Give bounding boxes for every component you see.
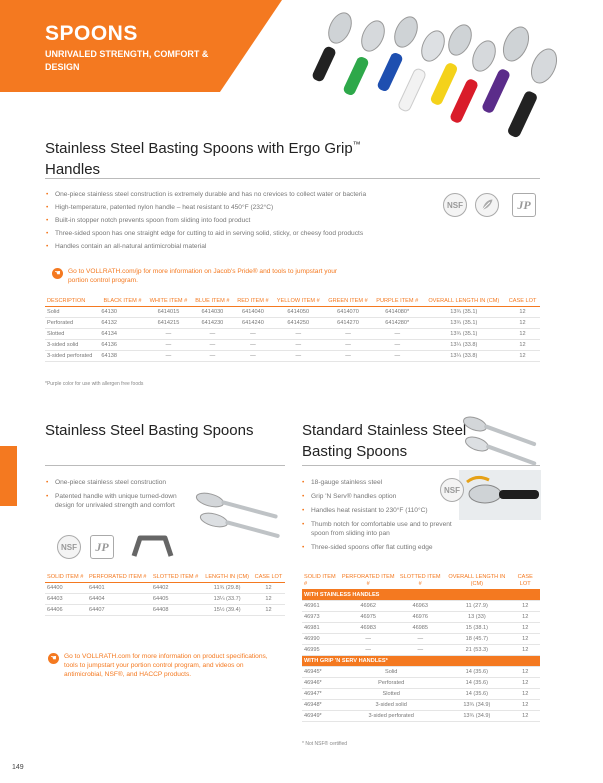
section-divider — [45, 178, 540, 179]
nsf-badge-icon: NSF — [57, 535, 81, 559]
table-group-row — [302, 590, 540, 601]
table-header: PERFORATED ITEM # — [339, 573, 397, 590]
table-header: CASE LOT — [505, 297, 540, 307]
table-cell: 12 — [252, 583, 285, 594]
feature-item: • Handles contain an all-natural antimicrobial material — [46, 243, 436, 250]
basting-section-title: Stainless Steel Basting Spoons — [45, 422, 254, 439]
table-cell: 12 — [252, 594, 285, 605]
table-cell: 12 — [510, 634, 540, 645]
table-cell: 6414230 — [191, 318, 233, 329]
table-cell: — — [339, 645, 397, 656]
table-header: RED ITEM # — [233, 297, 272, 307]
table-row — [45, 605, 285, 616]
table-row — [45, 329, 540, 340]
table-row — [45, 340, 540, 351]
table-row — [45, 318, 540, 329]
table-cell: 64405 — [151, 594, 202, 605]
table-row — [302, 612, 540, 623]
table-cell: 14 (35.6) — [443, 667, 510, 678]
table-cell: — — [191, 351, 233, 362]
table-cell: 12 — [510, 667, 540, 678]
standard-spec-table — [302, 573, 540, 722]
table-row — [302, 700, 540, 711]
table-cell: Perforated — [45, 318, 99, 329]
table-header: OVERALL LENGTH IN (CM) — [443, 573, 510, 590]
table-cell: — — [339, 634, 397, 645]
table-cell: Slotted — [45, 329, 99, 340]
table-cell: — — [397, 645, 443, 656]
table-cell: 64404 — [87, 594, 151, 605]
table-cell: — — [397, 634, 443, 645]
table-cell: 46948* — [302, 700, 339, 711]
table-cell: — — [233, 351, 272, 362]
ergo-callout-text[interactable]: Go to VOLLRATH.com/jp for more information on Jacob's Pride® and tools to jumpstart your portion control program. — [68, 268, 338, 284]
table-header: OVERALL LENGTH IN (CM) — [423, 297, 506, 307]
table-cell: — — [146, 340, 192, 351]
table-cell: 46945* — [302, 667, 339, 678]
section-divider — [45, 465, 285, 466]
table-cell: 46981 — [302, 623, 339, 634]
table-cell: 64134 — [99, 329, 145, 340]
table-cell: 15½ (39.4) — [202, 605, 252, 616]
table-cell: 64407 — [87, 605, 151, 616]
table-cell: 13¾ (34.9) — [443, 711, 510, 722]
table-group-label: WITH GRIP 'N SERV HANDLES* — [302, 656, 540, 667]
table-cell: 6414015 — [146, 307, 192, 318]
table-header: PERFORATED ITEM # — [87, 573, 151, 583]
table-group-label: WITH STAINLESS HANDLES — [302, 590, 540, 601]
table-cell: 64408 — [151, 605, 202, 616]
table-cell: 6414215 — [146, 318, 192, 329]
table-cell: 13¼ (33.8) — [423, 351, 506, 362]
table-cell: 6414070 — [324, 307, 372, 318]
table-cell: — — [191, 329, 233, 340]
ergo-callout — [52, 267, 352, 285]
table-cell: 46963 — [397, 601, 443, 612]
table-header: GREEN ITEM # — [324, 297, 372, 307]
table-header: CASE LOT — [252, 573, 285, 583]
jp-badge-icon: JP — [90, 535, 114, 559]
table-header: CASE LOT — [510, 573, 540, 590]
feature-item: • 18-gauge stainless steel — [302, 478, 462, 487]
table-cell: 3-sided perforated — [45, 351, 99, 362]
feature-item: • Three-sided spoon has one straight edge for cutting to aid in serving solid, sticky, or cheesy food products — [46, 230, 436, 237]
table-row — [45, 583, 285, 594]
table-cell: 64406 — [45, 605, 87, 616]
table-cell: 6414270 — [324, 318, 372, 329]
basting-spoons-image — [190, 486, 285, 544]
ergo-feature-list — [46, 191, 436, 256]
table-header: WHITE ITEM # — [146, 297, 192, 307]
basting-callout — [48, 652, 268, 679]
table-cell: 14 (35.6) — [443, 689, 510, 700]
table-cell: 12 — [510, 601, 540, 612]
table-cell: 46947* — [302, 689, 339, 700]
ergo-section-title: Stainless Steel Basting Spoons with Ergo Grip™ Handles — [45, 140, 361, 178]
table-header: YELLOW ITEM # — [272, 297, 324, 307]
page-number: 149 — [12, 764, 24, 771]
table-header: SLOTTED ITEM # — [151, 573, 202, 583]
table-cell: 11¾ (29.8) — [202, 583, 252, 594]
table-row — [302, 634, 540, 645]
pointer-icon: ☚ — [52, 268, 63, 279]
feature-item: • Patented handle with unique turned-down design for unrivaled strength and comfort — [46, 492, 196, 510]
table-cell: 12 — [505, 318, 540, 329]
table-cell: — — [272, 340, 324, 351]
basting-callout-text[interactable]: Go to VOLLRATH.com for more information on product specifications, tools to jumpstart your portion control program, and videos on antimicrobial, NSF®, and HACCP products. — [64, 653, 268, 678]
table-cell: 13¾ (34.9) — [443, 700, 510, 711]
table-cell: 12 — [505, 340, 540, 351]
table-cell: 3-sided solid — [45, 340, 99, 351]
table-cell: 6414050 — [272, 307, 324, 318]
table-header: SOLID ITEM # — [45, 573, 87, 583]
table-cell: 46949* — [302, 711, 339, 722]
table-header: LENGTH IN (CM) — [202, 573, 252, 583]
table-cell: 46976 — [397, 612, 443, 623]
table-cell: 46975 — [339, 612, 397, 623]
table-cell: 6414030 — [191, 307, 233, 318]
table-cell: 13¾ (35.1) — [423, 329, 506, 340]
table-cell: 12 — [510, 678, 540, 689]
table-cell: 13¾ (35.1) — [423, 318, 506, 329]
table-cell: 12 — [505, 351, 540, 362]
feature-item: • Three-sided spoons offer flat cutting edge — [302, 543, 462, 552]
table-cell: 6414280* — [372, 318, 423, 329]
table-cell: — — [146, 329, 192, 340]
ergo-spec-table — [45, 297, 540, 362]
table-cell: 3-sided solid — [339, 700, 443, 711]
nsf-badge-icon: NSF — [440, 478, 464, 502]
table-cell: — — [146, 351, 192, 362]
table-cell: — — [324, 329, 372, 340]
feature-item: • Built-in stopper notch prevents spoon from sliding into food product — [46, 217, 436, 224]
table-cell: Slotted — [339, 689, 443, 700]
pointer-icon: ☚ — [48, 653, 59, 664]
table-group-row — [302, 656, 540, 667]
nsf-badge-icon: NSF — [443, 193, 467, 217]
table-cell: 12 — [505, 307, 540, 318]
table-cell: 64401 — [87, 583, 151, 594]
table-cell: — — [324, 340, 372, 351]
table-cell: 15 (38.1) — [443, 623, 510, 634]
table-row — [302, 601, 540, 612]
side-tab — [0, 446, 17, 506]
table-cell: 13¼ (33.8) — [423, 340, 506, 351]
table-cell: 64132 — [99, 318, 145, 329]
table-cell: 12 — [510, 689, 540, 700]
table-cell: 18 (45.7) — [443, 634, 510, 645]
table-cell: 11 (27.9) — [443, 601, 510, 612]
table-row — [45, 594, 285, 605]
table-cell: 46983 — [339, 623, 397, 634]
standard-footnote: * Not NSF® certified — [302, 741, 348, 747]
table-row — [302, 689, 540, 700]
table-cell: 3-sided perforated — [339, 711, 443, 722]
table-cell: 64136 — [99, 340, 145, 351]
table-cell: Perforated — [339, 678, 443, 689]
hero-spoons-image — [298, 6, 578, 142]
feature-item: • High-temperature, patented nylon handle – heat resistant to 450°F (232°C) — [46, 204, 436, 211]
header-banner — [0, 0, 282, 92]
table-cell: — — [372, 329, 423, 340]
table-cell: — — [324, 351, 372, 362]
jp-badge-icon: JP — [512, 193, 536, 217]
table-header: BLUE ITEM # — [191, 297, 233, 307]
table-cell: 64138 — [99, 351, 145, 362]
table-cell: 13¼ (33.7) — [202, 594, 252, 605]
table-cell: 13¾ (35.1) — [423, 307, 506, 318]
table-cell: 13 (33) — [443, 612, 510, 623]
table-cell: — — [372, 340, 423, 351]
feature-item: • Handles heat resistant to 230°F (110°C) — [302, 506, 462, 515]
table-cell: 12 — [505, 329, 540, 340]
table-cell: — — [272, 329, 324, 340]
table-cell: 12 — [510, 700, 540, 711]
page-title: SPOONS — [45, 22, 138, 45]
table-row — [45, 351, 540, 362]
basting-feature-list — [46, 478, 196, 515]
table-header: BLACK ITEM # — [99, 297, 145, 307]
table-cell: Solid — [45, 307, 99, 318]
table-header: SLOTTED ITEM # — [397, 573, 443, 590]
standard-feature-list — [302, 478, 462, 557]
table-cell: 46962 — [339, 601, 397, 612]
leaf-badge-icon — [475, 193, 499, 217]
table-cell: — — [233, 329, 272, 340]
page-subtitle: UNRIVALED STRENGTH, COMFORT & DESIGN — [45, 49, 209, 72]
table-cell: 46961 — [302, 601, 339, 612]
table-row — [45, 307, 540, 318]
table-cell: 64130 — [99, 307, 145, 318]
table-cell: 46973 — [302, 612, 339, 623]
table-cell: Solid — [339, 667, 443, 678]
table-cell: 46990 — [302, 634, 339, 645]
ergo-footnote: *Purple color for use with allergen free foods — [45, 381, 144, 387]
table-cell: 12 — [252, 605, 285, 616]
table-cell: 46985 — [397, 623, 443, 634]
table-header: PURPLE ITEM # — [372, 297, 423, 307]
feature-item: • Thumb notch for comfortable use and to prevent spoon from sliding into pan — [302, 520, 462, 538]
table-row — [302, 645, 540, 656]
table-cell: 6414240 — [233, 318, 272, 329]
handle-profile-image — [130, 530, 175, 562]
table-row — [302, 678, 540, 689]
table-cell: 14 (35.6) — [443, 678, 510, 689]
standard-spoons-image — [455, 410, 545, 525]
table-cell: 64403 — [45, 594, 87, 605]
table-cell: 21 (53.3) — [443, 645, 510, 656]
basting-spec-table — [45, 573, 285, 616]
table-cell: 46995 — [302, 645, 339, 656]
table-cell: — — [272, 351, 324, 362]
table-cell: 12 — [510, 645, 540, 656]
table-cell: — — [372, 351, 423, 362]
feature-item: • Grip 'N Serv® handles option — [302, 492, 462, 501]
standard-section-title: Standard Stainless Steel Basting Spoons — [302, 422, 467, 460]
table-row — [302, 623, 540, 634]
table-header: SOLID ITEM # — [302, 573, 339, 590]
feature-item: • One-piece stainless steel construction is extremely durable and has no crevices to collect water or bacteria — [46, 191, 436, 198]
table-cell: 64400 — [45, 583, 87, 594]
table-cell: 12 — [510, 711, 540, 722]
table-cell: — — [191, 340, 233, 351]
table-row — [302, 711, 540, 722]
table-cell: 12 — [510, 612, 540, 623]
feature-item: • One-piece stainless steel construction — [46, 478, 196, 487]
table-cell: — — [233, 340, 272, 351]
table-cell: 46946* — [302, 678, 339, 689]
table-cell: 6414040 — [233, 307, 272, 318]
table-cell: 6414250 — [272, 318, 324, 329]
table-cell: 64402 — [151, 583, 202, 594]
table-cell: 6414080* — [372, 307, 423, 318]
table-header: DESCRIPTION — [45, 297, 99, 307]
table-cell: 12 — [510, 623, 540, 634]
table-row — [302, 667, 540, 678]
